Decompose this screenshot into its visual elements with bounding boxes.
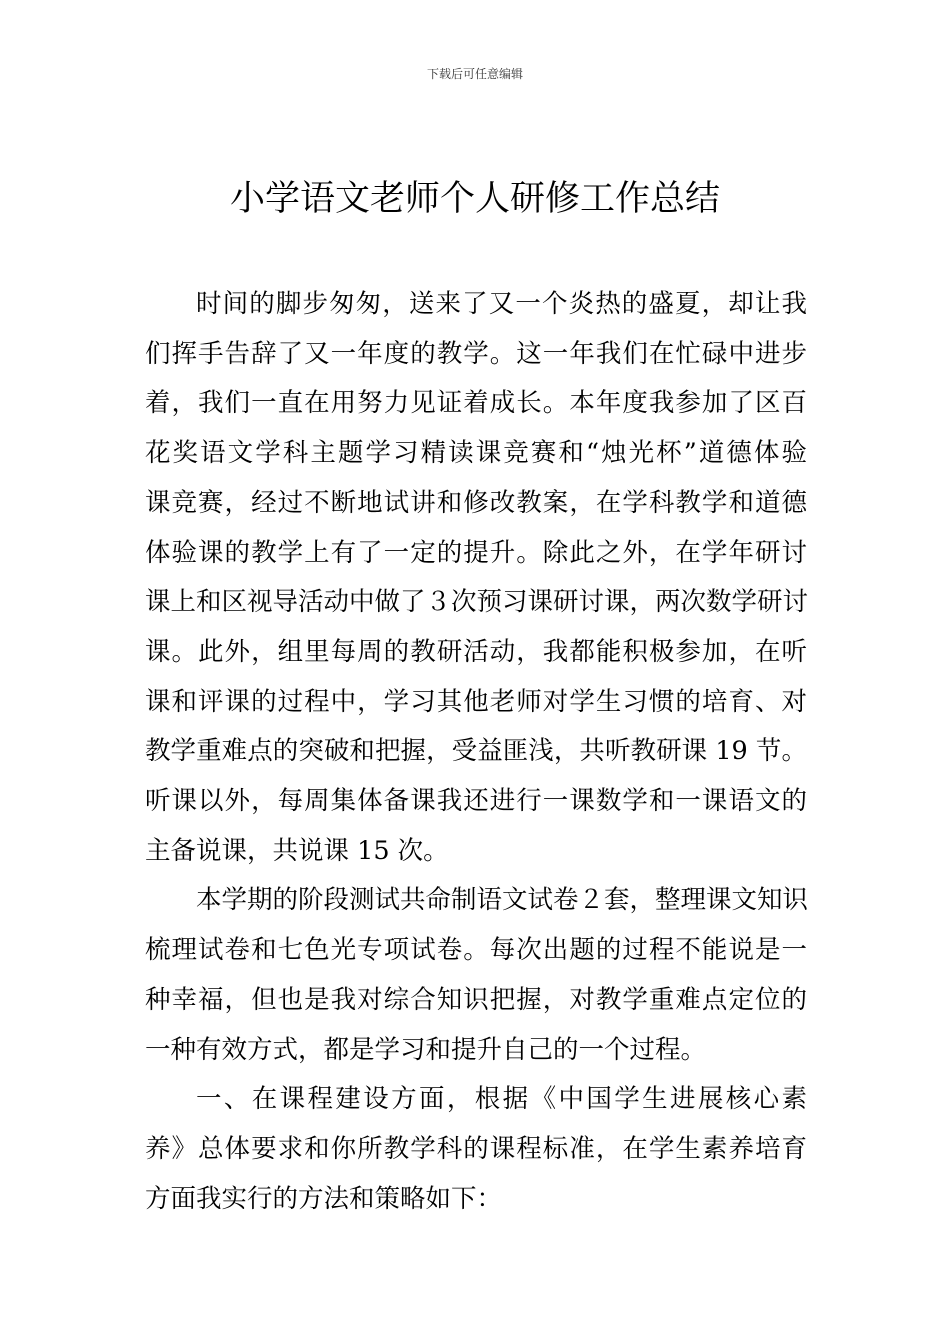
document-title: 小学语文老师个人研修工作总结 bbox=[229, 179, 720, 219]
text-line: 课竞赛，经过不断地试讲和修改教案，在学科教学和道德 bbox=[145, 487, 807, 518]
text-line: 花奖语文学科主题学习精读课竞赛和“烛光杯”道德体验 bbox=[145, 438, 807, 469]
paragraph-2 bbox=[145, 876, 807, 1075]
text-line: 一种有效方式，都是学习和提升自己的一个过程。 bbox=[145, 1034, 707, 1065]
text-line: 养》总体要求和你所教学科的课程标准，在学生素养培育 bbox=[145, 1133, 807, 1164]
text-line: 课和评课的过程中，学习其他老师对学生习惯的培育、对 bbox=[145, 686, 807, 717]
text-line: 着，我们一直在用努力见证着成长。本年度我参加了区百 bbox=[145, 388, 807, 419]
text-line: 主备说课，共说课 15 次。 bbox=[145, 835, 449, 866]
document-body bbox=[145, 280, 807, 1224]
text-line: 时间的脚步匆匆，送来了又一个炎热的盛夏，却让我 bbox=[196, 289, 807, 319]
text-line: 一、在课程建设方面，根据《中国学生进展核心素 bbox=[196, 1084, 807, 1115]
text-line: 课。此外，组里每周的教研活动，我都能积极参加，在听 bbox=[145, 636, 807, 667]
text-line: 教学重难点的突破和把握，受益匪浅，共听教研课 19 节。 bbox=[145, 736, 807, 767]
text-line: 听课以外，每周集体备课我还进行一课数学和一课语文的 bbox=[145, 786, 807, 817]
paragraph-3 bbox=[145, 1075, 807, 1224]
text-line: 方面我实行的方法和策略如下： bbox=[145, 1183, 503, 1214]
text-line: 本学期的阶段测试共命制语文试卷２套，整理课文知识 bbox=[196, 885, 809, 916]
paragraph-1 bbox=[145, 280, 807, 876]
text-line: 种幸福，但也是我对综合知识把握，对教学重难点定位的 bbox=[145, 984, 807, 1015]
text-line: 课上和区视导活动中做了３次预习课研讨课，两次数学研讨 bbox=[145, 587, 809, 618]
text-line: 体验课的教学上有了一定的提升。除此之外，在学年研讨 bbox=[145, 537, 807, 568]
text-line: 梳理试卷和七色光专项试卷。每次出题的过程不能说是一 bbox=[145, 935, 807, 966]
header-note: 下载后可任意编辑 bbox=[426, 67, 523, 81]
text-line: 们挥手告辞了又一年度的教学。这一年我们在忙碌中进步 bbox=[145, 338, 807, 369]
